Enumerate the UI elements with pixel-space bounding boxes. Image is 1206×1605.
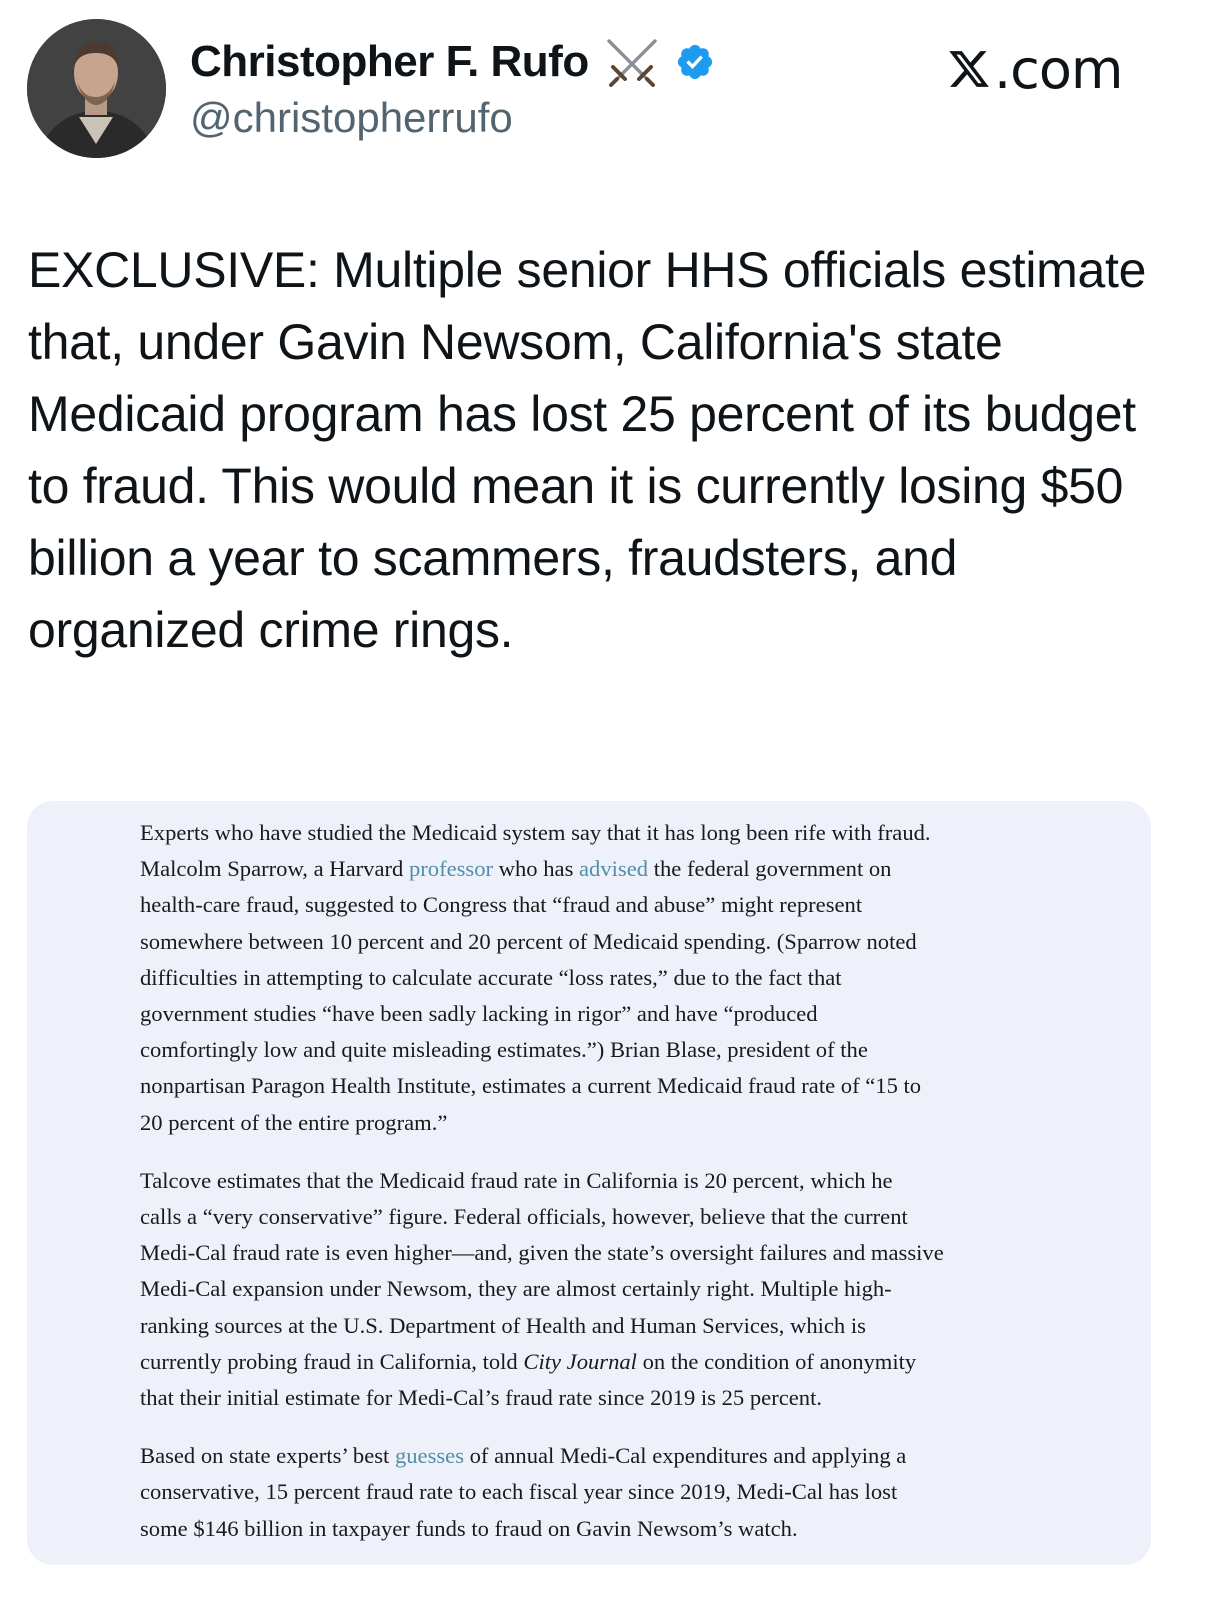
brand-suffix: .com [994, 37, 1123, 101]
verified-badge-icon[interactable] [675, 42, 715, 82]
p3-text-b: of annual Medi-Cal expenditures and applying a conservative, 15 percent fraud rate to each fiscal year since 2019, Medi-Cal has lost some $146 billion in taxpayer funds to fraud on Gavin Newsom’s watch. [140, 1443, 907, 1541]
name-row [190, 34, 715, 90]
p1-text-a: Experts who have studied the Medicaid system say that it has long been rife with fraud. Malcolm Sparrow, a Harvard [140, 820, 931, 882]
professor-link[interactable]: professor [408, 856, 494, 882]
article-paragraph-1 [140, 815, 1020, 1141]
media-card[interactable] [27, 801, 1151, 1565]
p2-text-b: on the condition of anonymity that their initial estimate for Medi-Cal’s fraud rate since 2019 is 25 percent. [140, 1348, 917, 1411]
avatar-photo [27, 19, 166, 158]
advised-link[interactable]: advised [579, 856, 649, 882]
p1-text-c: the federal government on health-care fraud, suggested to Congress that “fraud and abuse” might represent somewhere between 10 percent and 20 percent of Medicaid spending. (Sparrow noted difficulties in attempting to calculate accurate “loss rates,” due to the fact that government studies “have been sadly lacking in rigor” and have “produced comfortingly low and quite misleading estimates.”) Brian Blase, president of the nonpartisan Paragon Health Institute, estimates a current Medicaid fraud rate of “15 to 20 percent of the entire program.” [140, 856, 922, 1135]
x-com-brand [946, 34, 1123, 104]
handle[interactable]: @christopherrufo [190, 94, 513, 141]
crossed-swords-icon [603, 37, 661, 87]
article-paragraph-2 [140, 1163, 1020, 1416]
tweet-text: EXCLUSIVE: Multiple senior HHS officials estimate that, under Gavin Newsom, California's state Medicaid program has lost 25 percent of its budget to fraud. This would mean it is currently losing $50 billion a year to scammers, fraudsters, and organized crime rings. [28, 242, 1147, 658]
x-logo-icon [946, 47, 992, 91]
article-paragraph-3 [140, 1438, 1020, 1547]
avatar[interactable] [27, 19, 166, 158]
city-journal-italic: City Journal [523, 1348, 637, 1374]
tweet-header [0, 0, 1206, 170]
p1-text-b: who has [493, 856, 580, 882]
p2-text-a: Talcove estimates that the Medicaid fraud rate in California is 20 percent, which he calls a “very conservative” figure. Federal officials, however, believe that the current Medi-Cal fraud rate is even higher—and, given the state’s oversight failures and massive Medi-Cal expansion under Newsom, they are almost certainly right. Multiple high- ranking sources at the U.S. Department of Health and Human Services, which is currently probing fraud in California, told [140, 1167, 944, 1374]
article-excerpt [140, 815, 1020, 1565]
guesses-link[interactable]: guesses [394, 1443, 464, 1469]
display-name[interactable]: Christopher F. Rufo [190, 37, 589, 86]
p3-text-a: Based on state experts’ best [140, 1443, 395, 1469]
